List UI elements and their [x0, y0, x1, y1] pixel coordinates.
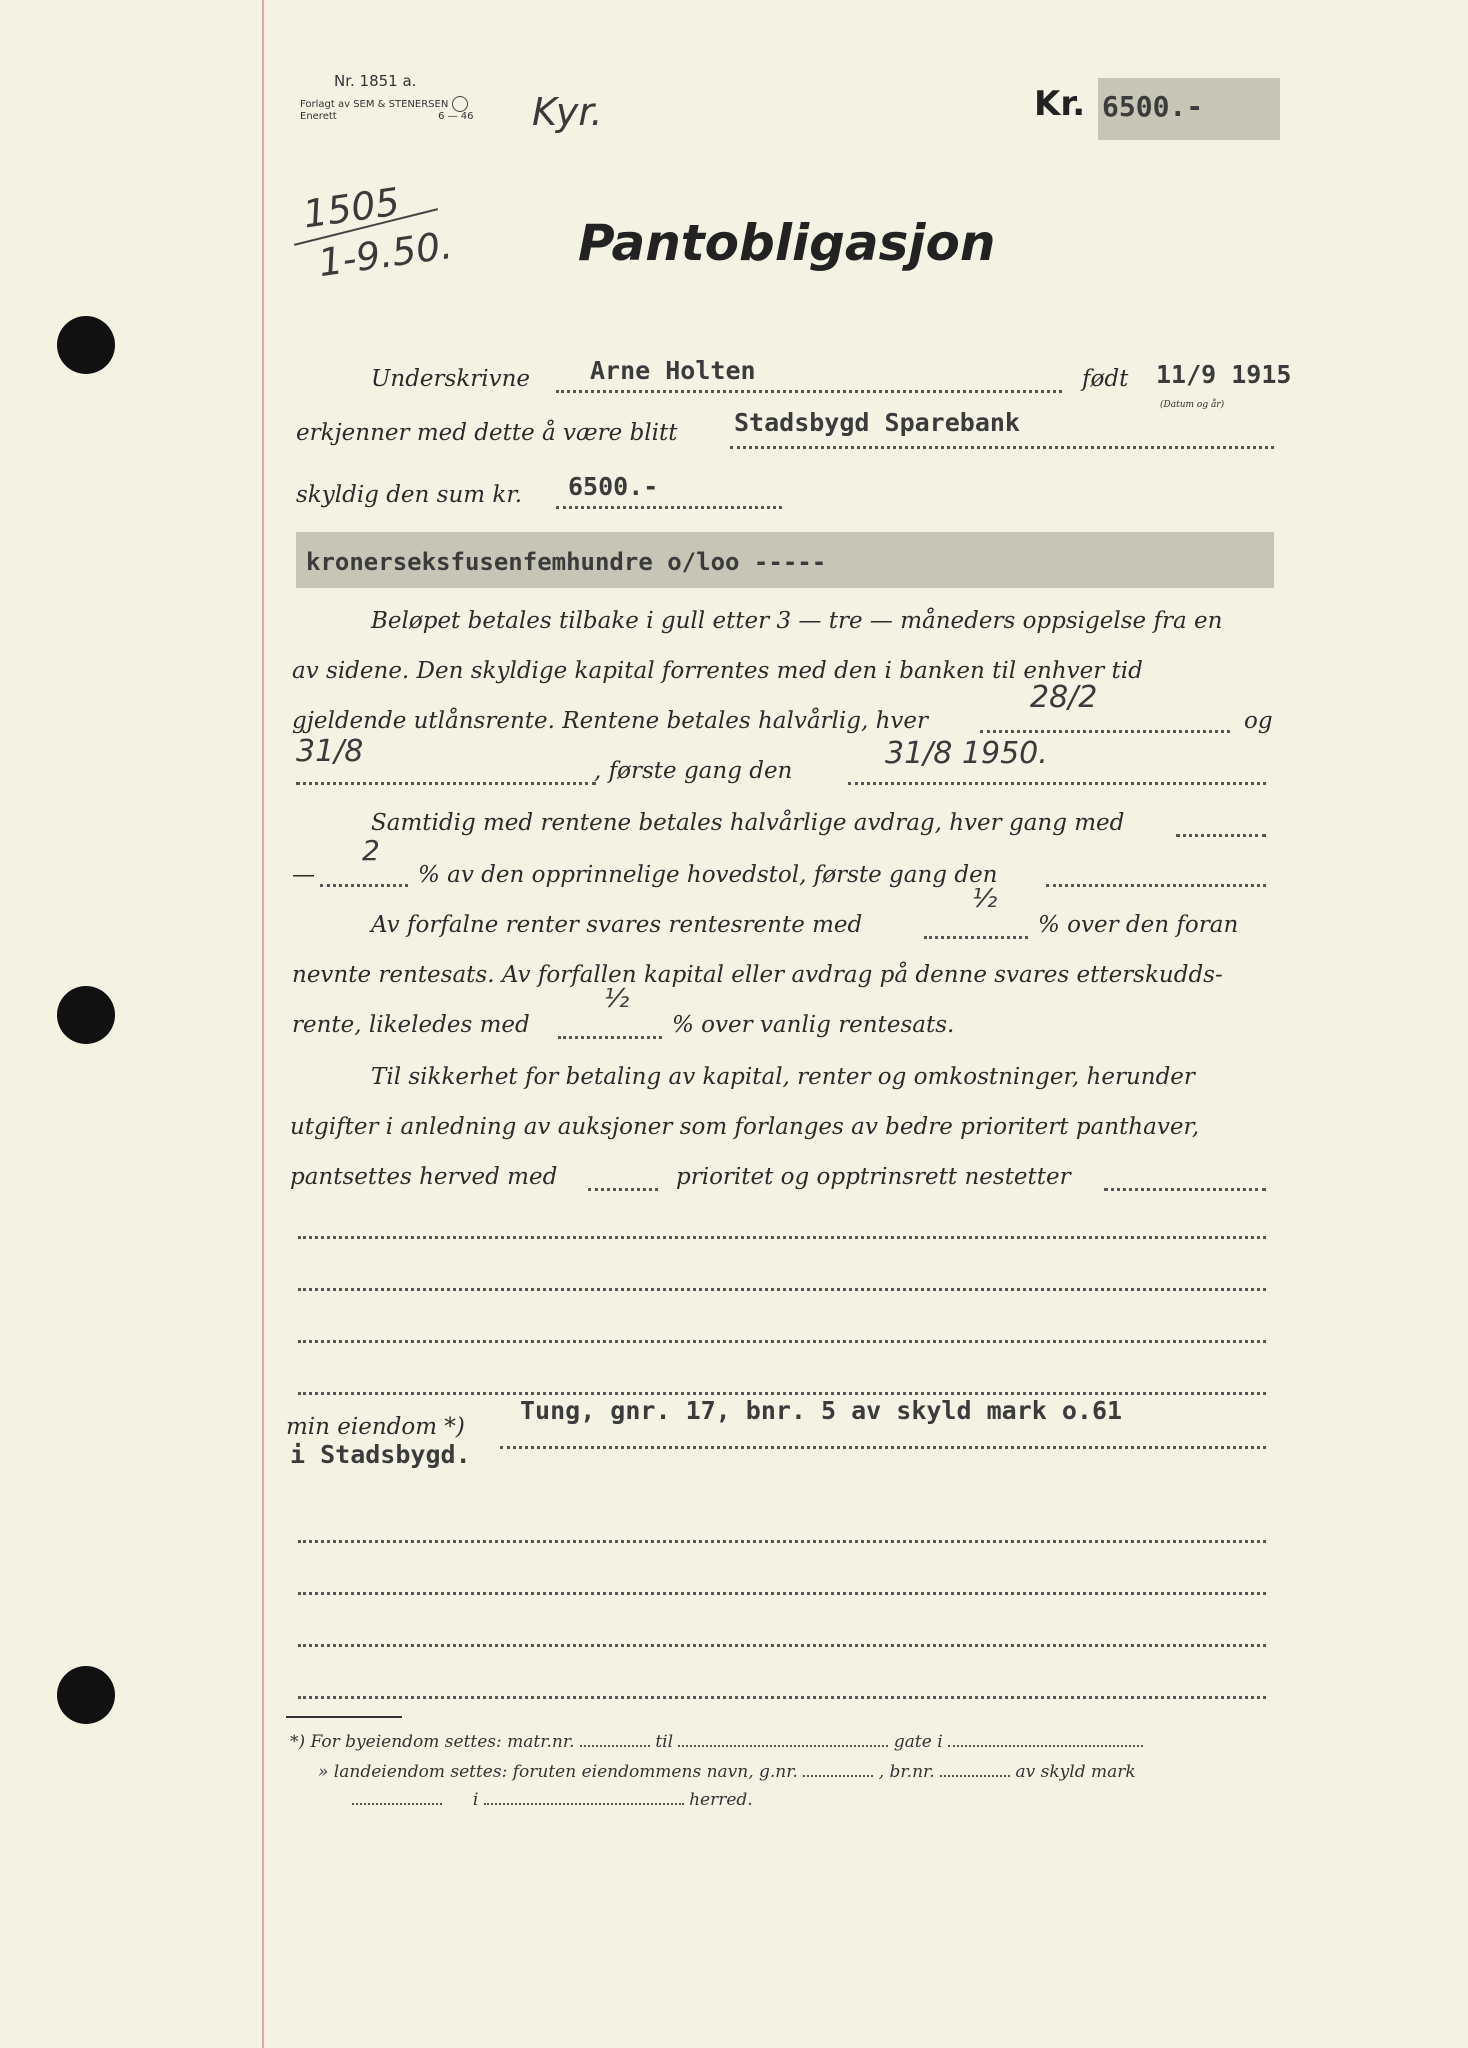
- p4-line3: pantsettes herved med: [290, 1164, 558, 1190]
- property-label: min eiendom *): [286, 1414, 465, 1440]
- p4-line2: utgifter i anledning av auksjoner som forlanges av bedre prioritert panthaver,: [290, 1114, 1200, 1140]
- fill-line: [298, 1288, 1266, 1291]
- publisher-line-2: [300, 110, 474, 124]
- handwritten-initials: Kyr.: [532, 90, 603, 134]
- fill-line: [298, 1340, 1266, 1343]
- footnote-l2-b: , br.nr.: [878, 1762, 935, 1782]
- first-interest-date: 31/8 1950.: [885, 736, 1048, 771]
- punch-hole: [57, 1666, 115, 1724]
- fill-line: [730, 446, 1274, 449]
- fill-line: [298, 1392, 1266, 1395]
- footnote-line3: [352, 1790, 753, 1810]
- interest-date-1: 28/2: [1030, 680, 1098, 715]
- fill-line: [1046, 884, 1266, 887]
- fill-line: [320, 884, 408, 887]
- p4-line3-end: prioritet og opptrinsrett nestetter: [676, 1164, 1071, 1190]
- punch-hole: [57, 986, 115, 1044]
- fill-line: [296, 782, 596, 785]
- fill-line: [980, 730, 1230, 733]
- fill-line: [924, 936, 1028, 939]
- p3-line2: nevnte rentesats. Av forfallen kapital eller avdrag på denne svares etterskudds-: [292, 962, 1223, 988]
- fill-line: [558, 1036, 662, 1039]
- amount-words: kronerseksfusenfemhundre o/loo -----: [306, 548, 827, 576]
- born-hint: (Datum og år): [1160, 400, 1225, 410]
- overdue-interest-rate: ½: [972, 884, 998, 914]
- p3-line1: Av forfalne renter svares rentesrente med: [371, 912, 863, 938]
- fill-line: [298, 1540, 1266, 1543]
- margin-line: [262, 0, 264, 2048]
- footnote-l3-b: herred.: [689, 1790, 753, 1810]
- fill-line: [298, 1696, 1266, 1699]
- creditor-name: Stadsbygd Sparebank: [734, 408, 1020, 437]
- footnote-line1: [290, 1732, 1143, 1752]
- enerett-text: Enerett: [300, 111, 337, 122]
- edition-text: 6 — 46: [438, 111, 474, 122]
- fill-line: [556, 390, 1062, 393]
- handwritten-reg-date: 1-9.50.: [315, 222, 455, 286]
- p3-line3: rente, likeledes med: [292, 1012, 530, 1038]
- fill-line: [1176, 834, 1266, 837]
- fill-line: [500, 1446, 1266, 1449]
- footnote-line2: [318, 1762, 1136, 1782]
- property-line1: Tung, gnr. 17, bnr. 5 av skyld mark o.61: [520, 1396, 1123, 1425]
- fill-line: [298, 1592, 1266, 1595]
- fill-line: [556, 506, 782, 509]
- p1-line3: gjeldende utlånsrente. Rentene betales halvårlig, hver: [292, 708, 929, 734]
- interest-date-2: 31/8: [296, 734, 364, 769]
- owing-amount: 6500.-: [568, 472, 659, 501]
- form-number: Nr. 1851 a.: [334, 72, 417, 90]
- fill-line: [588, 1188, 658, 1191]
- p1-line1: Beløpet betales tilbake i gull etter 3 — tre — måneders oppsigelse fra en: [371, 608, 1223, 634]
- acknowledges-label: erkjenner med dette å være blitt: [296, 420, 678, 446]
- p4-line1: Til sikkerhet for betaling av kapital, renter og omkostninger, herunder: [371, 1064, 1195, 1090]
- undersigned-name: Arne Holten: [590, 356, 756, 385]
- p1-line3-end: og: [1244, 708, 1273, 734]
- footnote-l3-a: i: [472, 1790, 479, 1810]
- p1-line2: av sidene. Den skyldige kapital forrentes med den i banken til enhver tid: [292, 658, 1143, 684]
- handwritten-reg-number: 1505: [300, 179, 403, 237]
- footnote-l1-c: gate i: [893, 1732, 943, 1752]
- fill-line: [848, 782, 1266, 785]
- p1-line4: , første gang den: [594, 758, 793, 784]
- overdue-capital-rate: ½: [604, 984, 630, 1014]
- installment-percent: 2: [362, 834, 380, 867]
- p3-line1-end: % over den foran: [1038, 912, 1239, 938]
- p2-line1: Samtidig med rentene betales halvårlige avdrag, hver gang med: [371, 810, 1125, 836]
- document-title: Pantobligasjon: [578, 214, 996, 272]
- footnote-l1-b: til: [655, 1732, 674, 1752]
- footnote-l2-a: » landeiendom settes: foruten eiendommens navn, g.nr.: [318, 1762, 798, 1782]
- amount-value: 6500.-: [1102, 90, 1204, 123]
- p2-line2: % av den opprinnelige hovedstol, første gang den: [418, 862, 998, 888]
- publisher-name: Forlagt av SEM & STENERSEN: [300, 99, 452, 110]
- punch-hole: [57, 316, 115, 374]
- born-date: 11/9 1915: [1156, 360, 1292, 389]
- footnote-l1-a: *) For byeiendom settes: matr.nr.: [290, 1732, 575, 1752]
- owing-label: skyldig den sum kr.: [296, 482, 523, 508]
- footnote-l2-c: av skyld mark: [1015, 1762, 1136, 1782]
- amount-label: Kr.: [1034, 84, 1086, 124]
- fill-line: [298, 1236, 1266, 1239]
- fill-line: [1104, 1188, 1266, 1191]
- fill-line: [298, 1644, 1266, 1647]
- p3-line3-end: % over vanlig rentesats.: [672, 1012, 955, 1038]
- p2-line2-prefix: —: [292, 862, 315, 888]
- born-label: født: [1082, 366, 1129, 392]
- property-line2: i Stadsbygd.: [290, 1440, 471, 1469]
- undersigned-label: Underskrivne: [371, 366, 531, 392]
- footnote-rule: [286, 1716, 402, 1718]
